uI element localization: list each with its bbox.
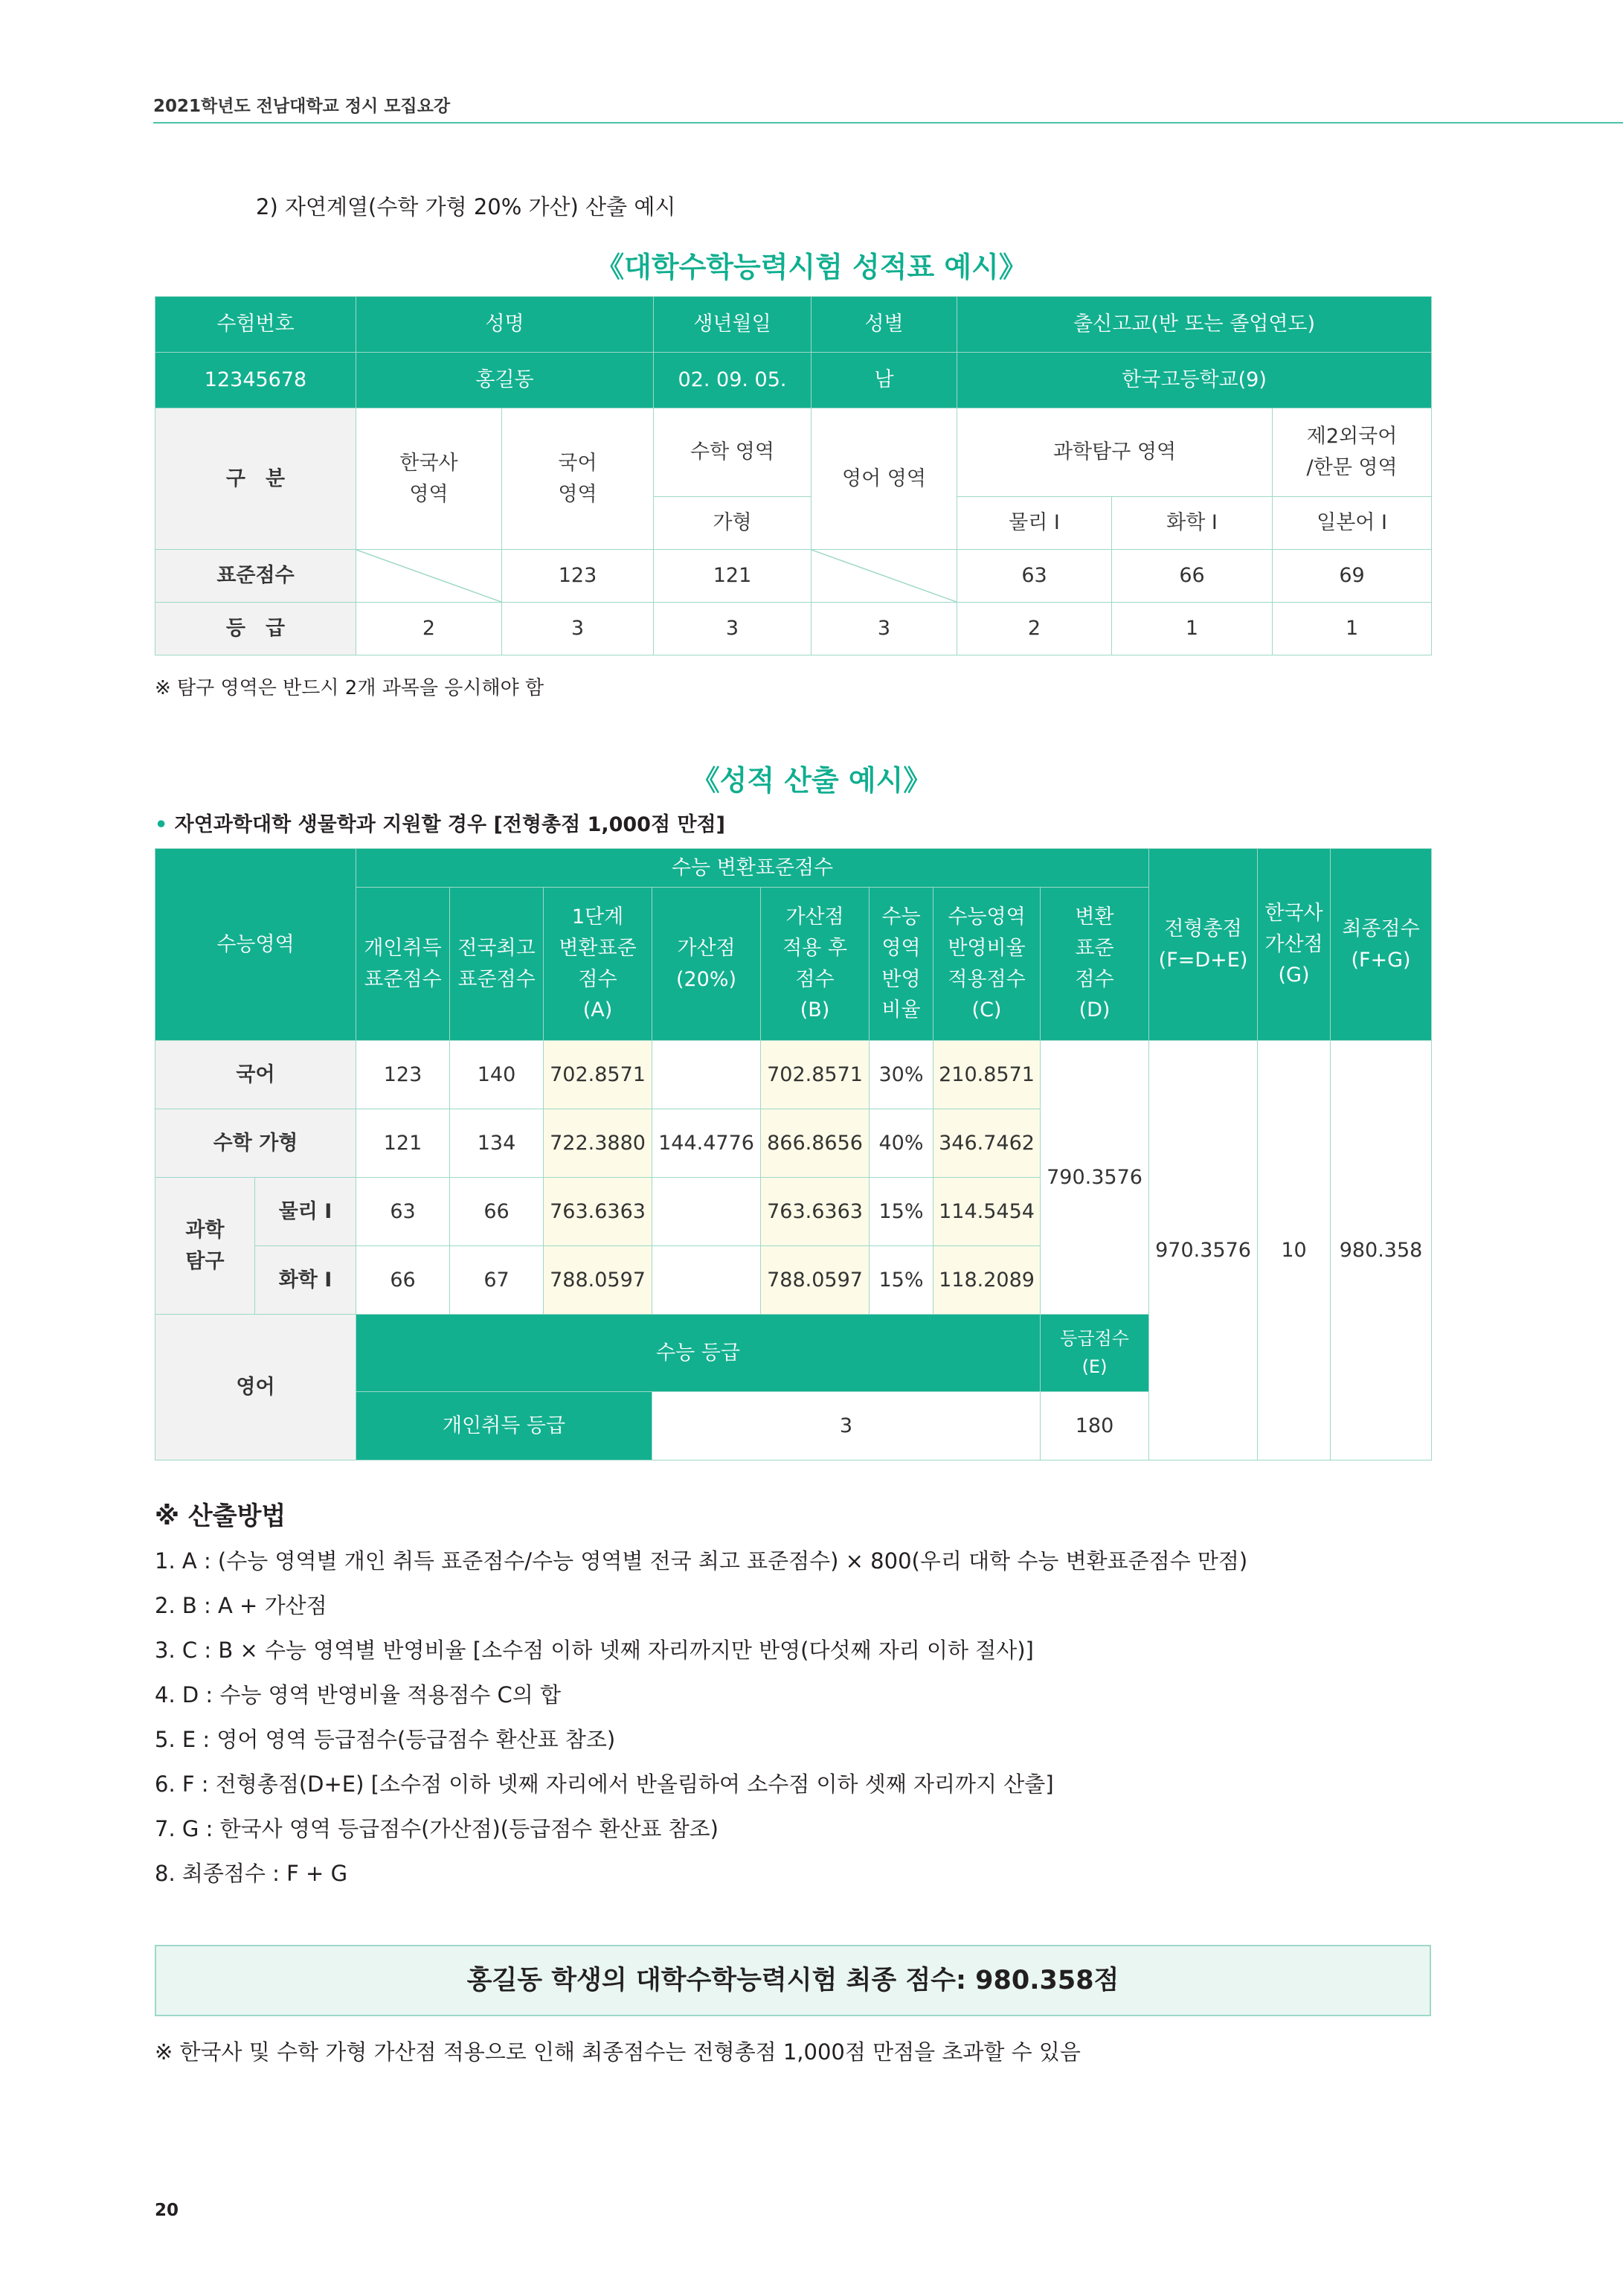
- std-korean: 123: [502, 550, 654, 603]
- math-max: 134: [450, 1109, 544, 1178]
- final-value: 980.358: [1331, 1041, 1432, 1460]
- eng-personal-label: 개인취득 등급: [356, 1392, 652, 1460]
- calc-table: [155, 848, 1432, 1460]
- method-heading: ※ 산출방법: [155, 1501, 286, 1531]
- bullet-dot: •: [155, 813, 168, 836]
- h-col-d: 변환 표준 점수 (D): [1041, 888, 1149, 1041]
- subject-physics: 물리 I: [957, 497, 1112, 550]
- std-score-label: 표준점수: [155, 550, 356, 603]
- h-history: 한국사 가산점 (G): [1258, 849, 1331, 1041]
- grade-physics: 2: [957, 603, 1112, 655]
- section-heading: 2) 자연계열(수학 가형 20% 가산) 산출 예시: [256, 194, 676, 219]
- h-area: 수능영역: [155, 849, 356, 1041]
- chemistry-ratio: 15%: [870, 1246, 933, 1315]
- row-math-label: 수학 가형: [155, 1109, 356, 1178]
- value-school: 한국고등학교(9): [957, 353, 1432, 408]
- score-sheet-title: 《대학수학능력시험 성적표 예시》: [596, 251, 1027, 283]
- korean-ratio: 30%: [870, 1041, 933, 1109]
- grade-chemistry: 1: [1112, 603, 1273, 655]
- subject-math: 수학 영역: [654, 408, 812, 497]
- chemistry-max: 67: [450, 1246, 544, 1315]
- chemistry-a: 788.0597: [544, 1246, 652, 1315]
- h-total: 전형총점 (F=D+E): [1149, 849, 1258, 1041]
- science-note: ※ 탐구 영역은 반드시 2개 과목을 응시해야 함: [155, 677, 544, 699]
- grade-japanese: 1: [1273, 603, 1432, 655]
- header-divider: [153, 122, 1623, 124]
- korean-a: 702.8571: [544, 1041, 652, 1109]
- value-name: 홍길동: [356, 353, 654, 408]
- korean-std: 123: [356, 1041, 450, 1109]
- diagonal-slash: [812, 550, 957, 602]
- page-number: 20: [155, 2201, 179, 2220]
- std-physics: 63: [957, 550, 1112, 603]
- math-c: 346.7462: [933, 1109, 1041, 1178]
- math-std: 121: [356, 1109, 450, 1178]
- korean-c: 210.8571: [933, 1041, 1041, 1109]
- subject-foreign: 제2외국어 /한문 영역: [1273, 408, 1432, 497]
- korean-max: 140: [450, 1041, 544, 1109]
- eng-score-header: 등급점수 (E): [1041, 1315, 1149, 1392]
- physics-max: 66: [450, 1178, 544, 1246]
- head-exam-number: 수험번호: [155, 297, 356, 353]
- category-label: 구 분: [155, 408, 356, 550]
- h-col-c: 수능영역 반영비율 적용점수 (C): [933, 888, 1041, 1041]
- h-col-max: 전국최고 표준점수: [450, 888, 544, 1041]
- head-gender: 성별: [812, 297, 957, 353]
- value-gender: 남: [812, 353, 957, 408]
- head-name: 성명: [356, 297, 654, 353]
- row-physics-label: 물리 I: [255, 1178, 356, 1246]
- method-item-5: 5. E : 영어 영역 등급점수(등급점수 환산표 참조): [155, 1727, 616, 1752]
- final-score-box: 홍길동 학생의 대학수학능력시험 최종 점수: 980.358점: [155, 1945, 1431, 2016]
- calc-title: 《성적 산출 예시》: [691, 764, 932, 797]
- f-value: 970.3576: [1149, 1041, 1258, 1460]
- h-group: 수능 변환표준점수: [356, 849, 1149, 888]
- math-bonus: 144.4776: [652, 1109, 761, 1178]
- chemistry-bonus: [652, 1246, 761, 1315]
- row-english-label: 영어: [155, 1315, 356, 1460]
- row-science-label: 과학 탐구: [155, 1178, 255, 1315]
- calc-bullet-text: 자연과학대학 생물학과 지원할 경우 [전형총점 1,000점 만점]: [174, 813, 725, 836]
- subject-english: 영어 영역: [812, 408, 957, 550]
- physics-std: 63: [356, 1178, 450, 1246]
- subject-korean: 국어 영역: [502, 408, 654, 550]
- subject-science: 과학탐구 영역: [957, 408, 1273, 497]
- method-item-7: 7. G : 한국사 영역 등급점수(가산점)(등급점수 환산표 참조): [155, 1816, 719, 1841]
- h-col-bonus: 가산점 (20%): [652, 888, 761, 1041]
- math-a: 722.3880: [544, 1109, 652, 1178]
- physics-b: 763.6363: [761, 1178, 870, 1246]
- eng-grade: 3: [652, 1392, 1041, 1460]
- grade-english: 3: [812, 603, 957, 655]
- value-birthdate: 02. 09. 05.: [654, 353, 812, 408]
- physics-c: 114.5454: [933, 1178, 1041, 1246]
- korean-b: 702.8571: [761, 1041, 870, 1109]
- h-final: 최종점수 (F+G): [1331, 849, 1432, 1041]
- std-history-empty: [356, 550, 502, 603]
- method-item-3: 3. C : B × 수능 영역별 반영비율 [소수점 이하 넷째 자리까지만 반영(다섯째 자리 이하 절사)]: [155, 1638, 1034, 1663]
- d-value: 790.3576: [1041, 1041, 1149, 1315]
- grade-label: 등 급: [155, 603, 356, 655]
- grade-math: 3: [654, 603, 812, 655]
- h-col-std: 개인취득 표준점수: [356, 888, 450, 1041]
- method-item-1: 1. A : (수능 영역별 개인 취득 표준점수/수능 영역별 전국 최고 표준점수) × 800(우리 대학 수능 변환표준점수 만점): [155, 1548, 1248, 1574]
- g-value: 10: [1258, 1041, 1331, 1460]
- value-exam-number: 12345678: [155, 353, 356, 408]
- row-chemistry-label: 화학 I: [255, 1246, 356, 1315]
- head-school: 출신고교(반 또는 졸업연도): [957, 297, 1432, 353]
- page-header-title: 2021학년도 전남대학교 정시 모집요강: [153, 97, 451, 116]
- diagonal-slash: [356, 550, 501, 602]
- chemistry-std: 66: [356, 1246, 450, 1315]
- physics-bonus: [652, 1178, 761, 1246]
- physics-ratio: 15%: [870, 1178, 933, 1246]
- korean-bonus: [652, 1041, 761, 1109]
- math-b: 866.8656: [761, 1109, 870, 1178]
- score-sheet-table: [155, 296, 1432, 655]
- eng-score: 180: [1041, 1392, 1149, 1460]
- row-korean-label: 국어: [155, 1041, 356, 1109]
- h-col-ratio: 수능 영역 반영 비율: [870, 888, 933, 1041]
- final-note: ※ 한국사 및 수학 가형 가산점 적용으로 인해 최종점수는 전형총점 1,000점 만점을 초과할 수 있음: [155, 2039, 1081, 2065]
- math-ratio: 40%: [870, 1109, 933, 1178]
- method-item-4: 4. D : 수능 영역 반영비율 적용점수 C의 합: [155, 1682, 561, 1707]
- std-chemistry: 66: [1112, 550, 1273, 603]
- physics-a: 763.6363: [544, 1178, 652, 1246]
- subject-japanese: 일본어 I: [1273, 497, 1432, 550]
- method-item-6: 6. F : 전형총점(D+E) [소수점 이하 넷째 자리에서 반올림하여 소수점 이하 셋째 자리까지 산출]: [155, 1771, 1054, 1797]
- subject-math-type: 가형: [654, 497, 812, 550]
- chemistry-b: 788.0597: [761, 1246, 870, 1315]
- subject-chemistry: 화학 I: [1112, 497, 1273, 550]
- method-item-8: 8. 최종점수 : F + G: [155, 1861, 348, 1886]
- head-birthdate: 생년월일: [654, 297, 812, 353]
- std-english-empty: [812, 550, 957, 603]
- chemistry-c: 118.2089: [933, 1246, 1041, 1315]
- calc-bullet: [155, 808, 725, 837]
- h-col-a: 1단계 변환표준 점수 (A): [544, 888, 652, 1041]
- std-japanese: 69: [1273, 550, 1432, 603]
- std-math: 121: [654, 550, 812, 603]
- h-col-b: 가산점 적용 후 점수 (B): [761, 888, 870, 1041]
- method-item-2: 2. B : A + 가산점: [155, 1593, 327, 1618]
- grade-korean: 3: [502, 603, 654, 655]
- eng-grade-header: 수능 등급: [356, 1315, 1041, 1392]
- subject-history: 한국사 영역: [356, 408, 502, 550]
- grade-history: 2: [356, 603, 502, 655]
